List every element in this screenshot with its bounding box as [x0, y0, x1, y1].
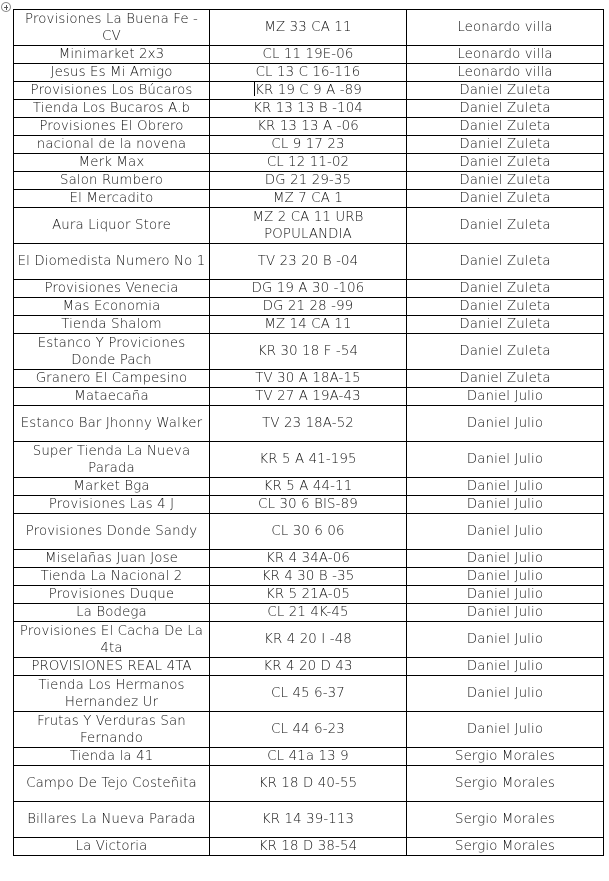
seller-cell[interactable]	[407, 46, 604, 64]
seller-cell-text: Daniel Zuleta	[459, 281, 551, 296]
store-name-cell-text: Provisiones Venecia	[44, 281, 179, 296]
address-cell[interactable]	[210, 244, 407, 280]
table-row	[14, 838, 604, 856]
table-row	[14, 388, 604, 406]
seller-cell[interactable]	[407, 568, 604, 586]
table-row	[14, 748, 604, 766]
seller-cell[interactable]	[407, 658, 604, 676]
store-name-cell[interactable]	[14, 676, 210, 712]
seller-cell[interactable]	[407, 280, 604, 298]
seller-cell-text: Sergio Morales	[454, 812, 555, 827]
store-name-cell[interactable]	[14, 604, 210, 622]
seller-cell-text: Daniel Julio	[466, 659, 544, 674]
address-cell-text: CL 41a 13 9	[267, 749, 349, 764]
table-row	[14, 514, 604, 550]
seller-cell[interactable]	[407, 208, 604, 244]
seller-cell[interactable]	[407, 64, 604, 82]
seller-cell[interactable]	[407, 154, 604, 172]
seller-cell[interactable]	[407, 622, 604, 658]
table-row	[14, 622, 604, 658]
store-name-cell-text: Provisiones Las 4 J	[48, 497, 175, 512]
seller-cell-text: Leonardo villa	[457, 20, 553, 35]
address-cell-text: CL 44 6-23	[271, 722, 345, 737]
seller-cell[interactable]	[407, 676, 604, 712]
address-cell-text: CL 11 19E-06	[262, 47, 354, 62]
store-name-cell[interactable]	[14, 802, 210, 838]
seller-cell[interactable]	[407, 496, 604, 514]
seller-cell[interactable]	[407, 442, 604, 478]
store-name-cell-text: Salon Rumbero	[60, 173, 163, 188]
table-row	[14, 334, 604, 370]
address-cell[interactable]	[210, 766, 407, 802]
table-row	[14, 658, 604, 676]
store-name-cell[interactable]	[14, 766, 210, 802]
store-name-cell-text: Market Bga	[73, 479, 150, 494]
table-row	[14, 496, 604, 514]
seller-cell-text: Daniel Zuleta	[459, 101, 551, 116]
store-name-cell[interactable]	[14, 568, 210, 586]
address-cell[interactable]	[210, 442, 407, 478]
seller-cell[interactable]	[407, 298, 604, 316]
store-name-cell-text: El Mercadito	[69, 191, 154, 206]
table-row	[14, 586, 604, 604]
table-row	[14, 712, 604, 748]
table-row	[14, 172, 604, 190]
table-row	[14, 82, 604, 100]
seller-cell-text: Sergio Morales	[454, 776, 555, 791]
seller-cell-text: Daniel Zuleta	[459, 299, 551, 314]
stores-table-body	[14, 10, 604, 856]
store-name-cell-text: Provisiones Los Búcaros	[30, 83, 193, 98]
store-name-cell[interactable]	[14, 154, 210, 172]
table-row	[14, 676, 604, 712]
table-row	[14, 154, 604, 172]
store-name-cell[interactable]	[14, 748, 210, 766]
address-cell[interactable]	[210, 586, 407, 604]
address-cell-text: KR 5 A 44-11	[263, 479, 353, 494]
table-row	[14, 406, 604, 442]
address-cell[interactable]	[210, 136, 407, 154]
seller-cell[interactable]	[407, 766, 604, 802]
address-cell-text: KR 14 39-113	[261, 812, 355, 827]
store-name-cell[interactable]	[14, 370, 210, 388]
store-name-cell[interactable]	[14, 298, 210, 316]
seller-cell[interactable]	[407, 244, 604, 280]
seller-cell[interactable]	[407, 550, 604, 568]
store-name-cell-text: Billares La Nueva Parada	[27, 812, 196, 827]
address-cell-text: KR 4 20 I -48	[264, 632, 352, 647]
seller-cell[interactable]	[407, 514, 604, 550]
seller-cell-text: Sergio Morales	[454, 749, 555, 764]
address-cell[interactable]	[210, 46, 407, 64]
seller-cell-text: Daniel Zuleta	[459, 137, 551, 152]
store-name-cell[interactable]	[14, 442, 210, 478]
seller-cell-text: Daniel Julio	[466, 569, 544, 584]
seller-cell[interactable]	[407, 388, 604, 406]
store-name-cell-text: Provisiones La Buena Fe - CV	[25, 11, 198, 44]
address-cell-text: CL 9 17 23	[271, 137, 345, 152]
address-cell[interactable]	[210, 334, 407, 370]
seller-cell-text: Daniel Zuleta	[459, 191, 551, 206]
store-name-cell-text: Merk Max	[78, 155, 145, 170]
table-row	[14, 316, 604, 334]
store-name-cell[interactable]	[14, 46, 210, 64]
table-row	[14, 550, 604, 568]
seller-cell[interactable]	[407, 748, 604, 766]
seller-cell[interactable]	[407, 316, 604, 334]
address-cell-text: CL 13 C 16-116	[255, 65, 361, 80]
address-cell[interactable]	[210, 10, 407, 46]
table-row	[14, 298, 604, 316]
store-name-cell-text: Estanco Bar Jhonny Walker	[20, 416, 203, 431]
store-name-cell[interactable]	[14, 136, 210, 154]
seller-cell[interactable]	[407, 712, 604, 748]
seller-cell-text: Daniel Zuleta	[459, 344, 551, 359]
address-cell[interactable]	[210, 496, 407, 514]
store-name-cell[interactable]	[14, 316, 210, 334]
store-name-cell-text: Tienda Los Bucaros A.b	[32, 101, 191, 116]
table-row	[14, 46, 604, 64]
store-name-cell[interactable]	[14, 244, 210, 280]
store-name-cell-text: Super Tienda La Nueva Parada	[32, 443, 191, 476]
table-row	[14, 442, 604, 478]
address-cell[interactable]	[210, 370, 407, 388]
table-row	[14, 370, 604, 388]
address-cell[interactable]	[210, 298, 407, 316]
address-cell-text: MZ 33 CA 11	[264, 20, 352, 35]
seller-cell-text: Daniel Julio	[466, 479, 544, 494]
seller-cell[interactable]	[407, 82, 604, 100]
store-name-cell-text: El Diomedista Numero No 1	[17, 254, 206, 269]
seller-cell[interactable]	[407, 802, 604, 838]
seller-cell-text: Leonardo villa	[457, 65, 553, 80]
store-name-cell-text: Tienda Los Hermanos Hernandez Ur	[38, 677, 185, 710]
store-name-cell[interactable]	[14, 64, 210, 82]
address-cell-text: TV 23 18A-52	[262, 416, 354, 431]
store-name-cell[interactable]	[14, 838, 210, 856]
address-cell-text: TV 30 A 18A-15	[255, 371, 361, 386]
store-name-cell-text: Provisiones Duque	[48, 587, 175, 602]
store-name-cell-text: Provisiones El Obrero	[39, 119, 184, 134]
store-name-cell-text: Jesus Es Mi Amigo	[50, 65, 173, 80]
address-cell-text: CL 30 6 06	[271, 524, 345, 539]
address-cell[interactable]	[210, 622, 407, 658]
store-name-cell[interactable]	[14, 280, 210, 298]
table-move-handle[interactable]	[1, 2, 11, 12]
address-cell[interactable]	[210, 838, 407, 856]
address-cell[interactable]	[210, 550, 407, 568]
seller-cell[interactable]	[407, 406, 604, 442]
store-name-cell[interactable]	[14, 334, 210, 370]
store-name-cell[interactable]	[14, 388, 210, 406]
address-cell[interactable]	[210, 100, 407, 118]
address-cell[interactable]	[210, 604, 407, 622]
seller-cell[interactable]	[407, 136, 604, 154]
address-cell[interactable]	[210, 82, 407, 100]
address-cell[interactable]	[210, 316, 407, 334]
store-name-cell[interactable]	[14, 658, 210, 676]
seller-cell[interactable]	[407, 586, 604, 604]
seller-cell[interactable]	[407, 838, 604, 856]
store-name-cell-text: Miselañas Juan Jose	[44, 551, 178, 566]
address-cell[interactable]	[210, 568, 407, 586]
seller-cell[interactable]	[407, 334, 604, 370]
seller-cell-text: Daniel Zuleta	[459, 371, 551, 386]
address-cell-text: KR 5 A 41-195	[259, 452, 357, 467]
address-cell-text: DG 19 A 30 -106	[251, 281, 365, 296]
address-cell[interactable]	[210, 172, 407, 190]
seller-cell[interactable]	[407, 190, 604, 208]
store-name-cell-text: Aura Liquor Store	[52, 218, 171, 233]
address-cell[interactable]	[210, 154, 407, 172]
address-cell-text: KR 4 20 D 43	[263, 659, 353, 674]
table-row	[14, 100, 604, 118]
seller-cell-text: Leonardo villa	[457, 47, 553, 62]
address-cell[interactable]	[210, 190, 407, 208]
store-name-cell-text: PROVISIONES REAL 4TA	[31, 659, 192, 674]
store-name-cell-text: Granero El Campesino	[35, 371, 188, 386]
seller-cell-text: Daniel Zuleta	[459, 83, 551, 98]
seller-cell-text: Daniel Julio	[466, 389, 544, 404]
address-cell-text: CL 12 11-02	[266, 155, 350, 170]
store-name-cell-text: Mataecaña	[74, 389, 149, 404]
address-cell-text: KR 30 18 F -54	[257, 344, 359, 359]
store-name-cell[interactable]	[14, 172, 210, 190]
store-name-cell-text: Provisiones El Cacha De La 4ta	[19, 623, 204, 656]
address-cell-text: KR 4 34A-06	[266, 551, 350, 566]
seller-cell-text: Daniel Julio	[466, 686, 544, 701]
address-cell[interactable]	[210, 658, 407, 676]
seller-cell-text: Daniel Zuleta	[459, 218, 551, 233]
store-name-cell[interactable]	[14, 190, 210, 208]
store-name-cell[interactable]	[14, 550, 210, 568]
address-cell-text: KR 4 30 B -35	[261, 569, 355, 584]
store-name-cell-text: Minimarket 2x3	[58, 47, 165, 62]
store-name-cell-text: Tienda la 41	[69, 749, 154, 764]
address-cell-text: DG 21 28 -99	[262, 299, 354, 314]
seller-cell-text: Daniel Julio	[466, 497, 544, 512]
address-cell[interactable]	[210, 748, 407, 766]
table-row	[14, 10, 604, 46]
seller-cell-text: Daniel Zuleta	[459, 254, 551, 269]
table-row	[14, 280, 604, 298]
seller-cell[interactable]	[407, 370, 604, 388]
address-cell[interactable]	[210, 208, 407, 244]
store-name-cell[interactable]	[14, 586, 210, 604]
address-cell-text: KR 13 13 B -104	[253, 101, 363, 116]
address-cell[interactable]	[210, 406, 407, 442]
address-cell[interactable]	[210, 118, 407, 136]
seller-cell[interactable]	[407, 604, 604, 622]
seller-cell-text: Sergio Morales	[454, 839, 555, 854]
seller-cell[interactable]	[407, 100, 604, 118]
store-name-cell-text: Frutas Y Verduras San Fernando	[37, 713, 186, 746]
seller-cell-text: Daniel Zuleta	[459, 173, 551, 188]
seller-cell-text: Daniel Zuleta	[459, 155, 551, 170]
address-cell-text: CL 30 6 BIS-89	[258, 497, 358, 512]
address-cell-text: TV 27 A 19A-43	[255, 389, 361, 404]
address-cell-text: TV 23 20 B -04	[257, 254, 359, 269]
table-row	[14, 136, 604, 154]
seller-cell-text: Daniel Julio	[466, 587, 544, 602]
store-name-cell-text: Mas Economia	[62, 299, 161, 314]
seller-cell[interactable]	[407, 478, 604, 496]
store-name-cell[interactable]	[14, 82, 210, 100]
seller-cell-text: Daniel Julio	[466, 452, 544, 467]
seller-cell[interactable]	[407, 172, 604, 190]
address-cell-text: KR 18 D 40-55	[258, 776, 358, 791]
store-name-cell[interactable]	[14, 100, 210, 118]
table-row	[14, 604, 604, 622]
address-cell[interactable]	[210, 280, 407, 298]
store-name-cell-text: nacional de la novena	[36, 137, 187, 152]
store-name-cell-text: Provisiones Donde Sandy	[25, 524, 198, 539]
table-row	[14, 568, 604, 586]
table-row	[14, 208, 604, 244]
address-cell-text: MZ 2 CA 11 URB POPULANDIA	[252, 209, 364, 242]
table-row	[14, 244, 604, 280]
seller-cell-text: Daniel Julio	[466, 632, 544, 647]
table-row	[14, 118, 604, 136]
address-cell[interactable]	[210, 478, 407, 496]
seller-cell-text: Daniel Julio	[466, 722, 544, 737]
store-name-cell[interactable]	[14, 514, 210, 550]
address-cell[interactable]	[210, 676, 407, 712]
address-cell-text: KR 19 C 9 A -89	[255, 83, 362, 98]
address-cell-text: MZ 14 CA 11	[264, 317, 352, 332]
address-cell[interactable]	[210, 802, 407, 838]
address-cell-text: MZ 7 CA 1	[273, 191, 343, 206]
store-name-cell-text: Campo De Tejo Costeñita	[26, 776, 197, 791]
address-cell[interactable]	[210, 388, 407, 406]
seller-cell-text: Daniel Julio	[466, 416, 544, 431]
seller-cell[interactable]	[407, 10, 604, 46]
store-name-cell[interactable]	[14, 622, 210, 658]
store-name-cell[interactable]	[14, 10, 210, 46]
table-row	[14, 802, 604, 838]
store-name-cell[interactable]	[14, 478, 210, 496]
address-cell-text: KR 5 21A-05	[266, 587, 350, 602]
table-row	[14, 64, 604, 82]
address-cell[interactable]	[210, 514, 407, 550]
store-name-cell-text: Tienda Shalom	[61, 317, 162, 332]
address-cell-text: KR 13 13 A -06	[257, 119, 359, 134]
seller-cell[interactable]	[407, 118, 604, 136]
store-name-cell[interactable]	[14, 712, 210, 748]
store-name-cell[interactable]	[14, 406, 210, 442]
store-name-cell-text: La Victoria	[75, 839, 148, 854]
store-name-cell-text: Tienda La Nacional 2	[40, 569, 183, 584]
store-name-cell[interactable]	[14, 208, 210, 244]
address-cell-text: KR 18 D 38-54	[258, 839, 358, 854]
seller-cell-text: Daniel Zuleta	[459, 119, 551, 134]
address-cell-text: CL 21 4K-45	[267, 605, 349, 620]
store-name-cell-text: Estanco Y Proviciones Donde Pach	[37, 335, 186, 368]
seller-cell-text: Daniel Julio	[466, 524, 544, 539]
store-name-cell[interactable]	[14, 496, 210, 514]
seller-cell-text: Daniel Zuleta	[459, 317, 551, 332]
address-cell[interactable]	[210, 64, 407, 82]
table-row	[14, 766, 604, 802]
table-row	[14, 190, 604, 208]
seller-cell-text: Daniel Julio	[466, 605, 544, 620]
seller-cell-text: Daniel Julio	[466, 551, 544, 566]
store-name-cell-text: La Bodega	[76, 605, 147, 620]
store-name-cell[interactable]	[14, 118, 210, 136]
stores-table	[13, 9, 604, 856]
table-row	[14, 478, 604, 496]
address-cell[interactable]	[210, 712, 407, 748]
address-cell-text: DG 21 29-35	[264, 173, 352, 188]
address-cell-text: CL 45 6-37	[271, 686, 345, 701]
